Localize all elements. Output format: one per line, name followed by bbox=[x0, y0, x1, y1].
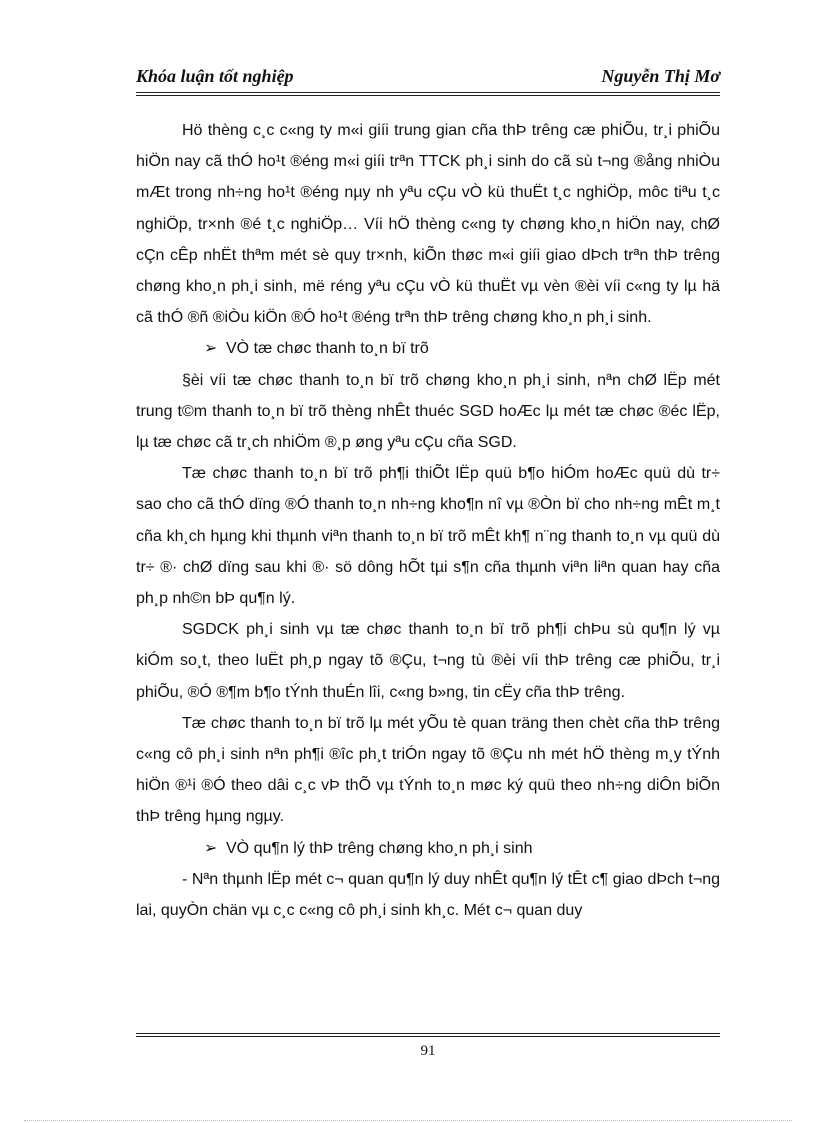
paragraph-3: Tæ chøc thanh to¸n bï trõ ph¶i thiÕt lËp quü b¶o hiÓm hoÆc quü dù tr÷ sao cho cã thÓ dïng ®Ó thanh to¸n nh÷ng kho¶n nî vµ ®Òn bï cho nh÷ng mÊt m¸t cña kh¸ch hµng khi thµnh viªn thanh to¸n bï trõ mÊt kh¶ n¨ng thanh to¸n vµ quü dù tr÷ ®· chØ dïng sau khi ®· sö dông hÕt tµi s¶n cña thµnh viªn liªn quan hay cña ph¸p nh©n bÞ qu¶n lý. bbox=[136, 465, 720, 608]
page-edge-dotted-line bbox=[24, 1120, 792, 1121]
page-number: 91 bbox=[420, 1043, 436, 1059]
paragraph-1: Hö thèng c¸c c«ng ty m«i giíi trung gian cña thÞ trêng cæ phiÕu, tr¸i phiÕu hiÖn nay cã thÓ ho¹t ®éng m«i giíi trªn TTCK ph¸i sinh do cã sù t¬ng ®ång nhiÒu mÆt trong nh÷ng ho¹t ®éng nµy nh yªu cÇu vÒ kü thuËt t¸c nghiÖp, môc tiªu t¸c nghiÖp, tr×nh ®é t¸c nghiÖp… Víi hÖ thèng c«ng ty chøng kho¸n hiÖn nay, chØ cÇn cÊp nhËt thªm mét sè quy tr×nh, kiÕn thøc m«i giíi giao dÞch trªn thÞ trêng chøng kho¸n ph¸i sinh, më réng yªu cÇu vÒ kü thuËt vµ vèn ®èi víi c«ng ty lµ hä cã thÓ ®ñ ®iÒu kiÖn ®Ó ho¹t ®éng trªn thÞ trêng chøng kho¸n ph¸i sinh. bbox=[136, 122, 720, 327]
paragraph-5: Tæ chøc thanh to¸n bï trõ lµ mét yÕu tè quan träng then chèt cña thÞ trêng c«ng cô ph¸i sinh nªn ph¶i ®îc ph¸t triÓn ngay tõ ®Çu nh mét hÖ thèng m¸y tÝnh hiÖn ®¹i ®Ó theo dâi c¸c vÞ thÕ vµ tÝnh to¸n møc ký quü theo nh÷ng diÔn biÕn thÞ trêng hµng ngµy. bbox=[136, 714, 720, 826]
footer-rule-top bbox=[136, 1033, 720, 1034]
footer-rule-bottom bbox=[136, 1036, 720, 1037]
bullet-heading-1 bbox=[136, 333, 720, 364]
page-header bbox=[136, 66, 720, 88]
paragraph-2: §èi víi tæ chøc thanh to¸n bï trõ chøng kho¸n ph¸i sinh, nªn chØ lËp mét trung t©m thanh to¸n bï trõ thèng nhÊt thuéc SGD hoÆc lµ mét tæ chøc ®éc lËp, lµ tæ chøc cã tr¸ch nhiÖm ®¸p øng yªu cÇu cña SGD. bbox=[136, 371, 720, 452]
header-rule-top bbox=[136, 92, 720, 93]
document-body bbox=[136, 115, 720, 926]
bullet-heading-1-text: VÒ tæ chøc thanh to¸n bï trõ bbox=[226, 340, 429, 358]
bullet-heading-2-text: VÒ qu¶n lý thÞ trêng chøng kho¸n ph¸i sinh bbox=[226, 839, 533, 857]
paragraph-4: SGDCK ph¸i sinh vµ tæ chøc thanh to¸n bï trõ ph¶i chÞu sù qu¶n lý vµ kiÓm so¸t, theo luËt ph¸p ngay tõ ®Çu, t¬ng tù ®èi víi thÞ trêng cæ phiÕu, tr¸i phiÕu, ®Ó ®¶m b¶o tÝnh thuÉn lîi, c«ng b»ng, tin cËy cña thÞ trêng. bbox=[136, 621, 720, 701]
header-author-name: Nguyễn Thị Mơ bbox=[601, 66, 720, 86]
paragraph-6: - Nªn thµnh lËp mét c¬ quan qu¶n lý duy nhÊt qu¶n lý tÊt c¶ giao dÞch t¬ng lai, quyÒn chän vµ c¸c c«ng cô ph¸i sinh kh¸c. Mét c¬ quan duy bbox=[136, 870, 720, 920]
bullet-heading-2 bbox=[136, 833, 720, 864]
header-rule-bottom bbox=[136, 95, 720, 96]
arrow-bullet-icon: ➢ bbox=[204, 839, 218, 857]
arrow-bullet-icon: ➢ bbox=[204, 340, 218, 358]
header-thesis-title: Khóa luận tốt nghiệp bbox=[136, 66, 294, 86]
